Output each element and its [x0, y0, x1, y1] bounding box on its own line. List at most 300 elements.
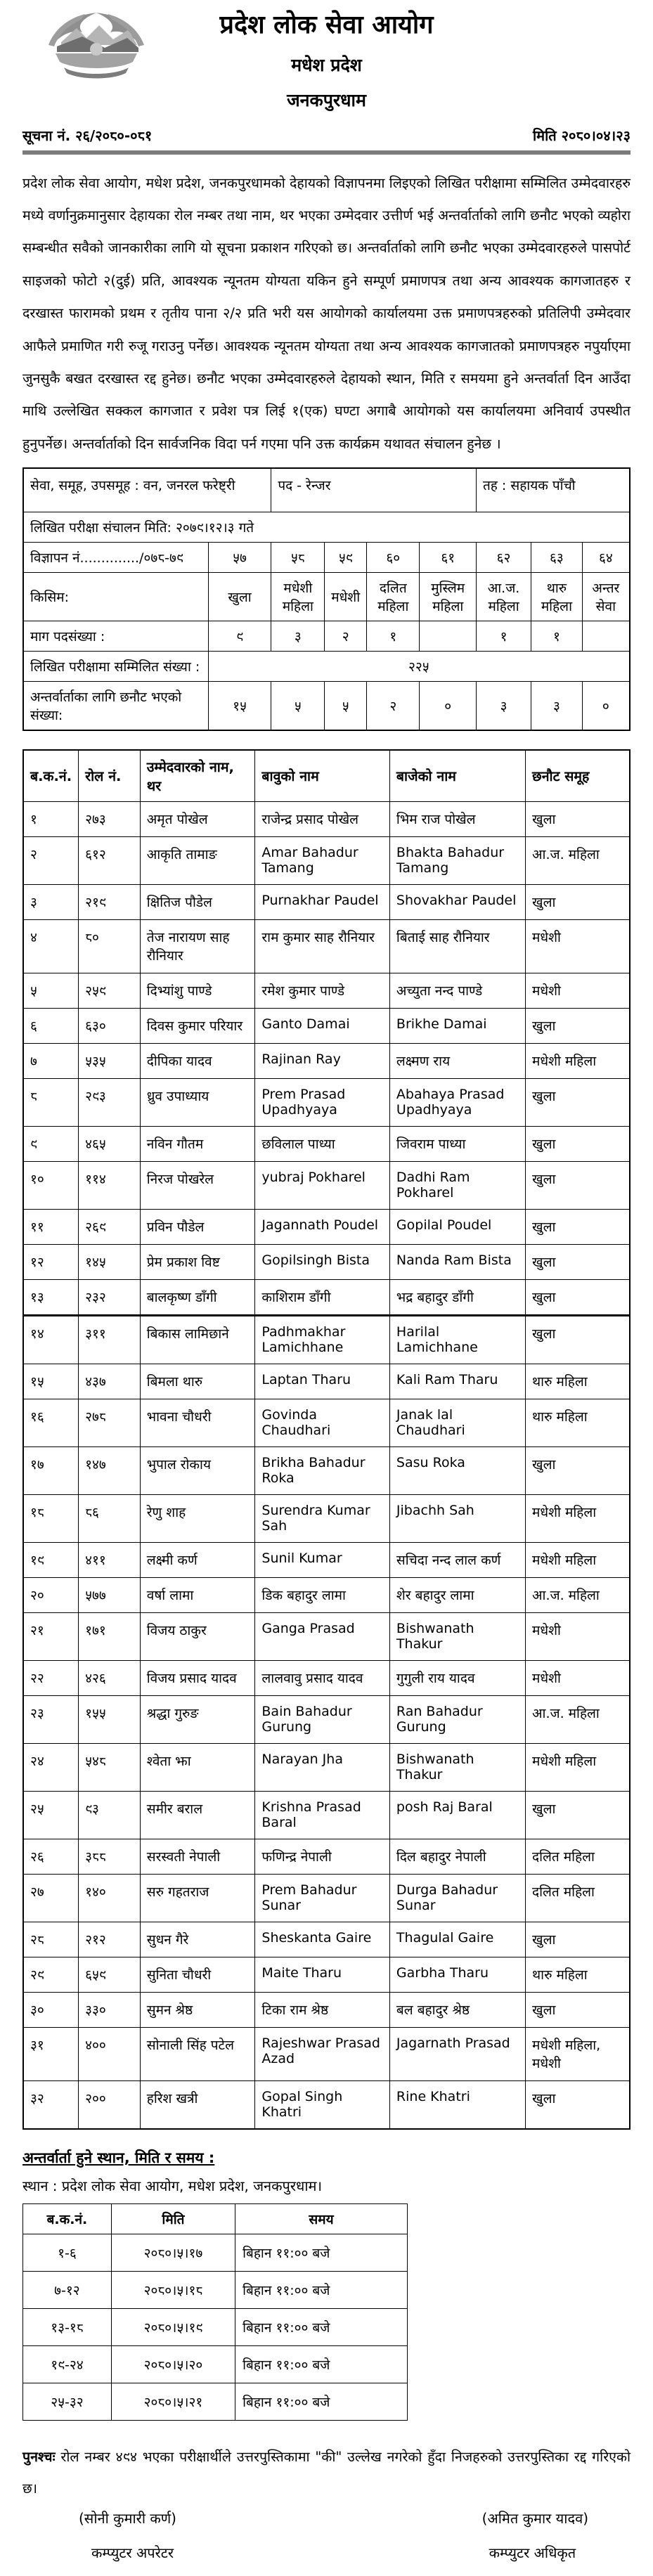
table-cell: Gopilsingh Bista — [255, 1244, 390, 1279]
table-cell: २३२ — [79, 1279, 141, 1315]
table-cell: ६५९ — [79, 1957, 141, 1992]
table-cell: Nanda Ram Bista — [389, 1244, 525, 1279]
table-cell: गुगुली राय यादव — [389, 1660, 525, 1695]
table-cell: १-६ — [23, 2234, 112, 2271]
table-cell: २०८०।५।१९ — [111, 2308, 235, 2345]
table-cell: Jagarnath Prasad — [389, 2027, 525, 2080]
table-cell: फणिन्द्र नेपाली — [255, 1839, 390, 1874]
table-cell: २१९ — [79, 884, 141, 919]
table-cell: मधेशी — [526, 1612, 630, 1660]
table-cell: ३८८ — [79, 1839, 141, 1874]
table-cell: ४ — [23, 919, 79, 973]
table-cell: मधेशी महिला — [526, 1494, 630, 1542]
participants-row — [23, 651, 630, 681]
table-cell: ४६५ — [79, 1126, 141, 1161]
table-cell: Janak lal Chaudhari — [389, 1399, 525, 1446]
table-row — [23, 919, 630, 973]
table-cell: जिवराम पाध्या — [389, 1126, 525, 1161]
table-cell: दिभ्यांशु पाण्डे — [140, 973, 255, 1008]
table-cell: २६९ — [79, 1209, 141, 1244]
table-row — [23, 2234, 408, 2271]
table-cell: Rine Khatri — [389, 2080, 525, 2129]
signature-left-title: कम्प्युटर अपरेटर — [91, 2544, 174, 2562]
table-cell: २३ — [23, 1695, 79, 1743]
table-cell: खुला — [526, 1078, 630, 1126]
table-cell: २ — [325, 621, 367, 651]
table-cell: १६ — [23, 1399, 79, 1446]
table-cell: बिहान ११:०० बजे — [235, 2345, 408, 2383]
table-cell: २१ — [23, 1612, 79, 1660]
table-cell: मधेशी महिला — [526, 1043, 630, 1078]
table-row — [23, 468, 630, 512]
table-cell: २ — [367, 681, 420, 730]
table-cell: ७-१२ — [23, 2271, 112, 2308]
table-cell: २५-३२ — [23, 2383, 112, 2420]
table-cell: २०८०।५।१८ — [111, 2271, 235, 2308]
participants-label-cell: लिखित परीक्षामा सम्मिलित संख्या : — [23, 651, 208, 681]
table-cell: ५ — [271, 681, 325, 730]
table-cell: Purnakhar Paudel — [255, 884, 390, 919]
table-cell: खुला — [526, 1279, 630, 1315]
table-cell: ९ — [208, 621, 271, 651]
table-cell: अन्तर सेवा — [582, 572, 630, 621]
table-cell: Harilal Lamichhane — [389, 1315, 525, 1364]
table-cell: १४० — [79, 1874, 141, 1922]
table-cell: बावुको नाम — [255, 750, 390, 802]
table-row — [23, 801, 630, 836]
table-cell: १४ — [23, 1315, 79, 1364]
postscript-text: रोल नम्बर ४९४ भएका परीक्षार्थीले उत्तरपुस्तिकामा "की" उल्लेख नगरेको हुँदा निजहरुको उत्तरपुस्तिका रद्द गरिएको छ। — [22, 2448, 631, 2497]
table-cell: १८ — [23, 1494, 79, 1542]
table-cell: लक्ष्मण राय — [389, 1043, 525, 1078]
table-cell: ५७ — [208, 542, 271, 572]
table-cell: ७ — [23, 1043, 79, 1078]
org-city: जनकपुरधाम — [287, 89, 366, 110]
type-label-cell: किसिम: — [23, 572, 208, 621]
type-row — [23, 572, 630, 621]
table-cell: बालकृष्ण डाँगी — [140, 1279, 255, 1315]
table-row — [23, 2308, 408, 2345]
intro-paragraph: प्रदेश लोक सेवा आयोग, मधेश प्रदेश, जनकपुरधामको देहायको विज्ञापनमा लिइएको लिखित परीक्षामा सम्मिलित उम्मेदवारहरु मध्ये वर्णानुक्रमानुसार देहायका रोल नम्बर तथा नाम, थर भएका उम्मेदवार उत्तीर्ण भई अन्तर्वार्ताको लागि छनौट भएको व्यहोरा सम्बन्धीत सवैको जानकारीका लागि यो सूचना प्रकाशन गरिएको छ। अन्तर्वार्ताको लागि छनौट भएका उम्मेदवारहरुले पासपोर्ट साइजको फोटो २(दुई) प्रति, आवश्यक न्यूनतम योग्यता यकिन हुने सम्पूर्ण प्रमाणपत्र तथा अन्य आवश्यक कागजातहरु र दरखास्त फारामको प्रथम र तृतीय पाना २/२ प्रति भरी यस आयोगको कार्यालयमा उक्त प्रमाणपत्रहरुको प्रतिलिपी उम्मेदवार आफैले प्रमाणित गरी रुजू गराउनु पर्नेछ। आवश्यक न्यूनतम योग्यता तथा अन्य आवश्यक कागजातको प्रमाणपत्रहरु नपुर्याएमा जुनसुकै बखत दरखास्त रद्द हुनेछ। छनौट भएका उम्मेदवारहरुले देहायको स्थान, मिति र समयमा हुने अन्तर्वार्ता दिन आउँदा माथि उल्लेखित सक्कल कागजात र प्रवेश पत्र लिई १(एक) घण्टा अगाबै आयोगको यस कार्यालयमा अनिवार्य उपस्थीत हुनुपर्नेछ। अन्तर्वार्ताको दिन सार्वजनिक विदा पर्न गएमा पनि उक्त कार्यक्रम यथावत संचालन हुनेछ । — [22, 174, 631, 452]
selected-label-cell: अन्तर्वार्ताका लागि छनौट भएको संख्या: — [23, 681, 208, 730]
table-cell: २७८ — [79, 1399, 141, 1446]
table-cell: Shovakhar Paudel — [389, 884, 525, 919]
table-cell: बिहान ११:०० बजे — [235, 2234, 408, 2271]
table-cell: खुला — [526, 801, 630, 836]
table-row — [23, 1957, 630, 1992]
table-cell: ब.क.नं. — [23, 750, 79, 802]
interview-schedule-table — [22, 2203, 408, 2421]
table-cell: १ — [367, 621, 420, 651]
table-cell: मधेशी महिला — [526, 1542, 630, 1577]
table-cell: छनौट समूह — [526, 750, 630, 802]
table-cell: लक्ष्मी कर्ण — [140, 1542, 255, 1577]
table-cell: २०८०।५।२० — [111, 2345, 235, 2383]
table-cell: ९ — [23, 1126, 79, 1161]
table-cell: भावना चौधरी — [140, 1399, 255, 1446]
table-cell: Sasu Roka — [389, 1446, 525, 1494]
table-cell: मधेशी — [526, 1660, 630, 1695]
table-row — [23, 1922, 630, 1957]
table-cell: Amar Bahadur Tamang — [255, 836, 390, 884]
interview-heading: अन्तर्वार्ता हुने स्थान, मिति र समय : — [22, 2149, 215, 2166]
table-row — [23, 1008, 630, 1043]
exam-date-cell: लिखित परीक्षा संचालन मिति: २०७९।१२।३ गते — [23, 512, 630, 542]
table-cell: ६३० — [79, 1008, 141, 1043]
table-cell: ६१२ — [79, 836, 141, 884]
table-row — [23, 2345, 408, 2383]
table-cell: दलित महिला — [526, 1839, 630, 1874]
table-cell: Sunil Kumar — [255, 1542, 390, 1577]
table-cell: १३ — [23, 1279, 79, 1315]
table-cell: रमेश कुमार पाण्डे — [255, 973, 390, 1008]
table-cell: ३ — [531, 681, 583, 730]
table-row — [23, 1542, 630, 1577]
candidates-table-body — [23, 801, 630, 2129]
table-cell: मधेशी महिला — [526, 1743, 630, 1791]
table-cell: Maite Tharu — [255, 1957, 390, 1992]
table-cell: खुला — [526, 1209, 630, 1244]
table-cell: Narayan Jha — [255, 1743, 390, 1791]
table-cell: बल बहादुर श्रेष्ठ — [389, 1992, 525, 2027]
table-cell: मिति — [111, 2203, 235, 2234]
table-cell: Brikha Bahadur Roka — [255, 1446, 390, 1494]
service-group-cell: सेवा, समूह, उपसमूह : वन, जनरल फरेष्ट्री — [23, 468, 271, 512]
table-cell: ३११ — [79, 1315, 141, 1364]
table-row — [23, 1577, 630, 1612]
table-cell: Bishwanath Thakur — [389, 1612, 525, 1660]
table-cell: १५ — [23, 1364, 79, 1399]
table-cell: Garbha Tharu — [389, 1957, 525, 1992]
table-cell: १५५ — [79, 1695, 141, 1743]
notice-row — [22, 126, 631, 145]
post-cell: पद - रेन्जर — [271, 468, 477, 512]
table-cell: भिम राज पोखेल — [389, 801, 525, 836]
table-cell: ३१ — [23, 2027, 79, 2080]
table-cell: २०० — [79, 2080, 141, 2129]
advert-number-row — [23, 542, 630, 572]
table-cell: नविन गौतम — [140, 1126, 255, 1161]
table-cell: खुला — [526, 1244, 630, 1279]
table-cell: आकृति तामाङ — [140, 836, 255, 884]
table-cell: ५८ — [271, 542, 325, 572]
table-cell: ६० — [367, 542, 420, 572]
table-cell: ० — [420, 681, 477, 730]
table-cell: दलित महिला — [367, 572, 420, 621]
table-row — [23, 512, 630, 542]
table-cell: १४५ — [79, 1244, 141, 1279]
table-cell: बिमला थारु — [140, 1364, 255, 1399]
table-cell: आ.ज. महिला — [526, 836, 630, 884]
table-cell: १ — [531, 621, 583, 651]
table-cell: तेज नारायण साह रौनियार — [140, 919, 255, 973]
table-row — [23, 1695, 630, 1743]
table-cell: २० — [23, 1577, 79, 1612]
table-cell: सुनिता चौधरी — [140, 1957, 255, 1992]
table-row — [23, 2271, 408, 2308]
table-cell: २८ — [23, 1922, 79, 1957]
table-cell: ३ — [271, 621, 325, 651]
org-title: प्रदेश लोक सेवा आयोग — [219, 11, 434, 39]
interview-location: स्थान : प्रदेश लोक सेवा आयोग, मधेश प्रदेश, जनकपुरधाम। — [22, 2177, 323, 2194]
table-cell: बाजेको नाम — [389, 750, 525, 802]
table-cell: उम्मेदवारको नाम, थर — [140, 750, 255, 802]
table-cell: बिहान ११:०० बजे — [235, 2271, 408, 2308]
table-cell: रोल नं. — [79, 750, 141, 802]
table-row — [23, 1244, 630, 1279]
table-cell: १ — [23, 801, 79, 836]
table-cell: Ganga Prasad — [255, 1612, 390, 1660]
table-cell: Ganto Damai — [255, 1008, 390, 1043]
table-cell: Brikhe Damai — [389, 1008, 525, 1043]
table-cell: १७ — [23, 1446, 79, 1494]
table-cell: बिताई साह रौनियार — [389, 919, 525, 973]
table-cell: श्वेता झा — [140, 1743, 255, 1791]
table-cell: सचिदा नन्द लाल कर्ण — [389, 1542, 525, 1577]
table-cell: खुला — [526, 1161, 630, 1209]
table-row — [23, 1743, 630, 1791]
signature-block — [22, 2509, 631, 2562]
table-cell: ५ — [23, 973, 79, 1008]
table-cell: बिहान ११:०० बजे — [235, 2383, 408, 2420]
table-cell: ११४ — [79, 1161, 141, 1209]
table-cell: ५७७ — [79, 1577, 141, 1612]
table-cell: ५३५ — [79, 1043, 141, 1078]
table-cell: Prem Prasad Upadhyaya — [255, 1078, 390, 1126]
table-cell — [582, 621, 630, 651]
notice-number: सूचना नं. २६/२०८०-०८१ — [22, 127, 153, 144]
table-cell: भुपाल रोकाय — [140, 1446, 255, 1494]
table-cell: खुला — [208, 572, 271, 621]
table-cell: Thagulal Gaire — [389, 1922, 525, 1957]
horizontal-divider — [22, 150, 631, 155]
table-cell: ११ — [23, 1209, 79, 1244]
table-row — [23, 1494, 630, 1542]
table-cell: रेणु शाह — [140, 1494, 255, 1542]
demand-row — [23, 621, 630, 651]
table-row — [23, 1399, 630, 1446]
table-cell: मधेशी — [526, 919, 630, 973]
signature-right — [482, 2509, 588, 2562]
table-cell: Surendra Kumar Sah — [255, 1494, 390, 1542]
table-cell: २९ — [23, 1957, 79, 1992]
table-row — [23, 1791, 630, 1839]
table-cell: ३० — [23, 1992, 79, 2027]
table-cell: थारु महिला — [526, 1364, 630, 1399]
signature-left-name: (सोनी कुमारी कर्ण) — [79, 2510, 176, 2528]
level-cell: तह : सहायक पाँचौ — [476, 468, 630, 512]
table-row — [23, 1209, 630, 1244]
table-row — [23, 1043, 630, 1078]
table-cell: ६४ — [582, 542, 630, 572]
postscript-label: पुनश्चः — [22, 2448, 56, 2465]
table-cell: काशिराम डाँगी — [255, 1279, 390, 1315]
table-cell: ० — [582, 681, 630, 730]
table-row — [23, 1315, 630, 1364]
table-cell: yubraj Pokharel — [255, 1161, 390, 1209]
table-cell: विजय प्रसाद यादव — [140, 1660, 255, 1695]
schedule-table-body — [23, 2234, 408, 2420]
table-cell: ३ — [23, 884, 79, 919]
table-cell: खुला — [526, 1446, 630, 1494]
table-cell: ६ — [23, 1008, 79, 1043]
table-cell: ६१ — [420, 542, 477, 572]
table-cell: खुला — [526, 1315, 630, 1364]
table-row — [23, 1279, 630, 1315]
table-cell: ८० — [79, 919, 141, 973]
table-cell: Bishwanath Thakur — [389, 1743, 525, 1791]
table-cell: २५ — [23, 1791, 79, 1839]
table-cell: समीर बराल — [140, 1791, 255, 1839]
table-row — [23, 1992, 630, 2027]
signature-right-title: कम्प्युटर अधिकृत — [489, 2544, 576, 2562]
table-row — [23, 1874, 630, 1922]
table-row — [23, 1161, 630, 1209]
table-cell: ३२ — [23, 2080, 79, 2129]
table-row — [23, 973, 630, 1008]
table-cell: Abahaya Prasad Upadhyaya — [389, 1078, 525, 1126]
table-cell: २०८०।५।२१ — [111, 2383, 235, 2420]
selected-row — [23, 681, 630, 730]
table-cell: दलित महिला — [526, 1874, 630, 1922]
table-cell: Gopilal Poudel — [389, 1209, 525, 1244]
table-cell: मुस्लिम महिला — [420, 572, 477, 621]
table-cell: ४०० — [79, 2027, 141, 2080]
document-header — [22, 6, 631, 112]
table-cell: डिक बहादुर लामा — [255, 1577, 390, 1612]
table-row — [23, 1446, 630, 1494]
table-cell: ९३ — [79, 1791, 141, 1839]
table-cell: थारु महिला — [531, 572, 583, 621]
table-cell: ८ — [23, 1078, 79, 1126]
table-row — [23, 1364, 630, 1399]
table-cell: आ.ज. महिला — [476, 572, 531, 621]
table-cell: सुधन गैरे — [140, 1922, 255, 1957]
table-cell: ६२ — [476, 542, 531, 572]
table-cell: खुला — [526, 1008, 630, 1043]
table-cell: posh Raj Baral — [389, 1791, 525, 1839]
table-cell: हरिश खत्री — [140, 2080, 255, 2129]
table-cell: मधेशी — [325, 572, 367, 621]
table-cell: Prem Bahadur Sunar — [255, 1874, 390, 1922]
table-cell: अमृत पोखेल — [140, 801, 255, 836]
candidates-header-row — [23, 750, 630, 802]
table-cell: १ — [476, 621, 531, 651]
table-cell: थारु महिला — [526, 1957, 630, 1992]
table-cell: सरु गहतराज — [140, 1874, 255, 1922]
candidates-table — [22, 749, 631, 2130]
table-cell: २ — [23, 836, 79, 884]
table-row — [23, 1078, 630, 1126]
table-cell: १५ — [208, 681, 271, 730]
table-cell: खुला — [526, 2080, 630, 2129]
table-row — [23, 1839, 630, 1874]
table-cell: वर्षा लामा — [140, 1577, 255, 1612]
table-cell: १४७ — [79, 1446, 141, 1494]
table-cell: Govinda Chaudhari — [255, 1399, 390, 1446]
table-cell: Kali Ram Tharu — [389, 1364, 525, 1399]
table-cell: आ.ज. महिला — [526, 1577, 630, 1612]
table-cell: लालवावु प्रसाद यादव — [255, 1660, 390, 1695]
table-cell: २७३ — [79, 801, 141, 836]
table-cell: १३-१८ — [23, 2308, 112, 2345]
table-cell: बिहान ११:०० बजे — [235, 2308, 408, 2345]
table-cell: छविलाल पाध्या — [255, 1126, 390, 1161]
table-cell: Gopal Singh Khatri — [255, 2080, 390, 2129]
notice-date: मिति २०८०।०४।२३ — [532, 127, 631, 144]
table-cell: शेर बहादुर लामा — [389, 1577, 525, 1612]
table-row — [23, 836, 630, 884]
schedule-header-row — [23, 2203, 408, 2234]
table-cell: ४३७ — [79, 1364, 141, 1399]
table-cell: भद्र बहादुर डाँगी — [389, 1279, 525, 1315]
table-cell: Bain Bahadur Gurung — [255, 1695, 390, 1743]
table-cell: खुला — [526, 1791, 630, 1839]
table-cell — [420, 621, 477, 651]
table-cell: बिकास लामिछाने — [140, 1315, 255, 1364]
table-cell: ३ — [476, 681, 531, 730]
table-cell: Rajeshwar Prasad Azad — [255, 2027, 390, 2080]
advert-label-cell: विज्ञापन नं............../०७८-७९ — [23, 542, 208, 572]
signature-left — [79, 2509, 176, 2562]
nepal-emblem-logo — [39, 8, 153, 82]
table-cell: ब.क.नं. — [23, 2203, 112, 2234]
demand-label-cell: माग पदसंख्या : — [23, 621, 208, 651]
table-cell: २०८०।५।१७ — [111, 2234, 235, 2271]
signature-right-name: (अमित कुमार यादव) — [481, 2510, 588, 2528]
table-cell: Bhakta Bahadur Tamang — [389, 836, 525, 884]
table-cell: मधेशी महिला — [271, 572, 325, 621]
table-cell: श्रद्धा गुरुङ — [140, 1695, 255, 1743]
table-cell: अच्युता नन्द पाण्डे — [389, 973, 525, 1008]
table-cell: थारु महिला — [526, 1399, 630, 1446]
table-cell: Jibachh Sah — [389, 1494, 525, 1542]
table-cell: ५४८ — [79, 1743, 141, 1791]
table-cell: खुला — [526, 1922, 630, 1957]
table-cell: दिवस कुमार परियार — [140, 1008, 255, 1043]
table-cell: १० — [23, 1161, 79, 1209]
table-cell: राम कुमार साह रौनियार — [255, 919, 390, 973]
table-cell: ५ — [325, 681, 367, 730]
table-cell: ३३० — [79, 1992, 141, 2027]
table-row — [23, 1612, 630, 1660]
table-cell: १९ — [23, 1542, 79, 1577]
participants-count-cell: २२५ — [208, 651, 630, 681]
table-row — [23, 2080, 630, 2129]
table-cell: २२ — [23, 1660, 79, 1695]
table-cell: Krishna Prasad Baral — [255, 1791, 390, 1839]
table-cell: राजेन्द्र प्रसाद पोखेल — [255, 801, 390, 836]
table-cell: खुला — [526, 1992, 630, 2027]
table-cell: आ.ज. महिला — [526, 1695, 630, 1743]
table-cell: १२ — [23, 1244, 79, 1279]
table-row — [23, 1126, 630, 1161]
table-cell: प्रेम प्रकाश विष्ट — [140, 1244, 255, 1279]
table-cell: Ran Bahadur Gurung — [389, 1695, 525, 1743]
table-cell: २९३ — [79, 1078, 141, 1126]
table-cell: सरस्वती नेपाली — [140, 1839, 255, 1874]
table-cell: खुला — [526, 884, 630, 919]
org-province: मधेश प्रदेश — [291, 54, 362, 75]
table-cell: Durga Bahadur Sunar — [389, 1874, 525, 1922]
table-cell: सोनाली सिंह पटेल — [140, 2027, 255, 2080]
table-cell: सुमन श्रेष्ठ — [140, 1992, 255, 2027]
table-row — [23, 884, 630, 919]
table-cell: निरज पोखरेल — [140, 1161, 255, 1209]
table-cell: दीपिका यादव — [140, 1043, 255, 1078]
table-cell: ८६ — [79, 1494, 141, 1542]
table-cell: २५९ — [79, 973, 141, 1008]
